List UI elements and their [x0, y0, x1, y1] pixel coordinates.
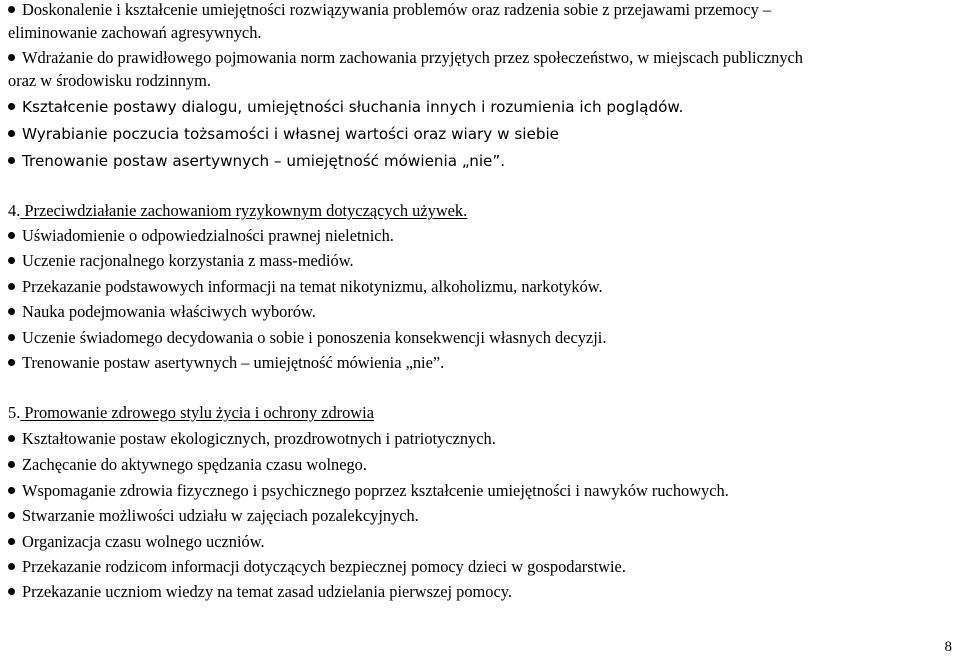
list-item: [8, 226, 952, 246]
list-item-text: Zachęcanie do aktywnego spędzania czasu wolnego.: [22, 455, 367, 474]
list-item-continuation: [8, 23, 952, 43]
list-item-text: Przekazanie uczniom wiedzy na temat zasad udzielania pierwszej pomocy.: [22, 582, 512, 601]
section-number: 5.: [8, 403, 21, 422]
bullet-icon: [8, 588, 15, 595]
list-item-text: Organizacja czasu wolnego uczniów.: [22, 532, 265, 551]
bullet-icon: [8, 6, 15, 13]
list-item-text: Kształtowanie postaw ekologicznych, prozdrowotnych i patriotycznych.: [22, 429, 496, 448]
bullet-icon: [8, 512, 15, 519]
list-item-text: Wdrażanie do prawidłowego pojmowania norm zachowania przyjętych przez społeczeństwo, w miejscach publicznych: [22, 48, 803, 67]
list-item: [8, 48, 952, 68]
list-item-text: eliminowanie zachowań agresywnych.: [8, 23, 262, 42]
bullet-icon: [8, 232, 15, 239]
section-4-heading: [8, 201, 952, 221]
page-number: 8: [944, 639, 952, 655]
list-item: [8, 0, 952, 20]
bullet-icon: [8, 435, 15, 442]
list-item: [8, 251, 952, 271]
bullet-icon: [8, 334, 15, 341]
list-item: [8, 353, 952, 373]
bullet-icon: [8, 563, 15, 570]
bullet-icon: [8, 308, 15, 315]
list-item-text: Nauka podejmowania właściwych wyborów.: [22, 302, 316, 321]
list-item: [8, 302, 952, 322]
list-item: [8, 277, 952, 297]
list-item-text: Wspomaganie zdrowia fizycznego i psychicznego poprzez kształcenie umiejętności i nawyków ruchowych.: [22, 481, 729, 500]
list-item: [8, 532, 952, 552]
list-item: [8, 151, 952, 171]
list-item: [8, 328, 952, 348]
list-item-text: Przekazanie rodzicom informacji dotyczących bezpiecznej pomocy dzieci w gospodarstwie.: [22, 557, 626, 576]
list-item-text: Doskonalenie i kształcenie umiejętności rozwiązywania problemów oraz radzenia sobie z przejawami przemocy –: [22, 0, 772, 19]
list-item-continuation: [8, 71, 952, 91]
list-item: [8, 506, 952, 526]
list-item-text: Trenowanie postaw asertywnych – umiejętność mówienia „nie”.: [22, 353, 445, 372]
list-item: [8, 124, 952, 144]
section-number: 4.: [8, 201, 21, 220]
list-item: [8, 557, 952, 577]
list-item-text: Uczenie racjonalnego korzystania z mass-mediów.: [22, 251, 354, 270]
list-item: [8, 97, 952, 117]
list-item-text: Stwarzanie możliwości udziału w zajęciach pozalekcyjnych.: [22, 506, 419, 525]
bullet-icon: [8, 157, 15, 164]
bullet-icon: [8, 538, 15, 545]
list-item-text: Uczenie świadomego decydowania o sobie i ponoszenia konsekwencji własnych decyzji.: [22, 328, 607, 347]
bullet-icon: [8, 54, 15, 61]
section-5-heading: [8, 403, 952, 423]
bullet-icon: [8, 130, 15, 137]
list-item-text: Wyrabianie poczucia tożsamości i własnej wartości oraz wiary w siebie: [22, 125, 560, 143]
list-item: [8, 455, 952, 475]
list-item-text: oraz w środowisku rodzinnym.: [8, 71, 212, 90]
bullet-icon: [8, 283, 15, 290]
list-item-text: Przekazanie podstawowych informacji na temat nikotynizmu, alkoholizmu, narkotyków.: [22, 277, 603, 296]
section-title: Przeciwdziałanie zachowaniom ryzykownym dotyczących używek.: [24, 201, 468, 220]
bullet-icon: [8, 487, 15, 494]
list-item: [8, 429, 952, 449]
bullet-icon: [8, 257, 15, 264]
list-item: [8, 481, 952, 501]
section-title: Promowanie zdrowego stylu życia i ochrony zdrowia: [24, 403, 374, 422]
list-item-text: Kształcenie postawy dialogu, umiejętności słuchania innych i rozumienia ich poglądów.: [22, 98, 684, 116]
bullet-icon: [8, 359, 15, 366]
bullet-icon: [8, 103, 15, 110]
list-item-text: Trenowanie postaw asertywnych – umiejętność mówienia „nie”.: [22, 152, 506, 170]
bullet-icon: [8, 461, 15, 468]
list-item: [8, 582, 952, 602]
list-item-text: Uświadomienie o odpowiedzialności prawnej nieletnich.: [22, 226, 394, 245]
